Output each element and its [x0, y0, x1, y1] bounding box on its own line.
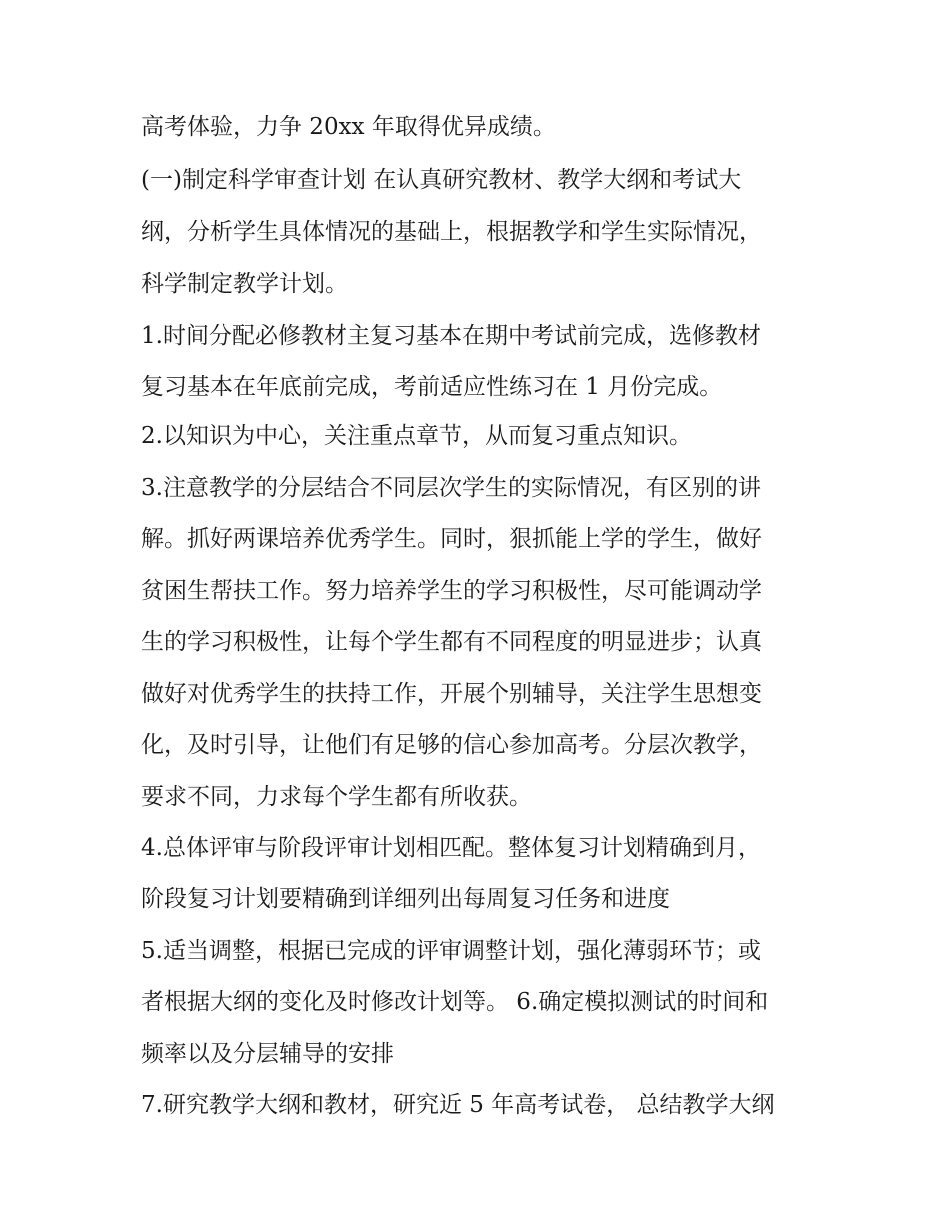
- text-line-13: 化，及时引导，让他们有足够的信心参加高考。分层次教学，: [141, 732, 762, 758]
- text-line-1: 高考体验，力争 20xx 年取得优异成绩。: [141, 114, 556, 140]
- text-line-2: (一)制定科学审查计划 在认真研究教材、教学大纲和考试大: [141, 167, 742, 193]
- text-line-18: 者根据大纲的变化及时修改计划等。 6.确定模拟测试的时间和: [141, 989, 769, 1015]
- text-line-5: 1.时间分配必修教材主复习基本在期中考试前完成，选修教材: [141, 323, 761, 349]
- text-line-8: 3.注意教学的分层结合不同层次学生的实际情况，有区别的讲: [141, 475, 761, 501]
- text-line-20: 7.研究教学大纲和教材，研究近 5 年高考试卷， 总结教学大纲: [141, 1092, 775, 1118]
- text-line-6: 复习基本在年底前完成，考前适应性练习在 1 月份完成。: [141, 374, 723, 400]
- text-line-10: 贫困生帮扶工作。努力培养学生的学习积极性，尽可能调动学: [141, 578, 762, 604]
- text-line-3: 纲，分析学生具体情况的基础上，根据教学和学生实际情况，: [141, 219, 762, 245]
- text-line-19: 频率以及分层辅导的安排: [141, 1041, 394, 1067]
- text-line-14: 要求不同，力求每个学生都有所收获。: [141, 784, 532, 810]
- text-line-16: 阶段复习计划要精确到详细列出每周复习任务和进度: [141, 886, 670, 912]
- text-line-12: 做好对优秀学生的扶持工作，开展个别辅导，关注学生思想变: [141, 681, 762, 707]
- text-line-7: 2.以知识为中心，关注重点章节，从而复习重点知识。: [141, 423, 692, 449]
- text-line-17: 5.适当调整，根据已完成的评审调整计划，强化薄弱环节；或: [141, 938, 761, 964]
- text-line-9: 解。抓好两课培养优秀学生。同时，狠抓能上学的学生，做好: [141, 526, 762, 552]
- text-line-11: 生的学习积极性，让每个学生都有不同程度的明显进步；认真: [141, 629, 762, 655]
- text-line-15: 4.总体评审与阶段评审计划相匹配。整体复习计划精确到月，: [141, 835, 761, 861]
- text-line-4: 科学制定教学计划。: [141, 271, 348, 297]
